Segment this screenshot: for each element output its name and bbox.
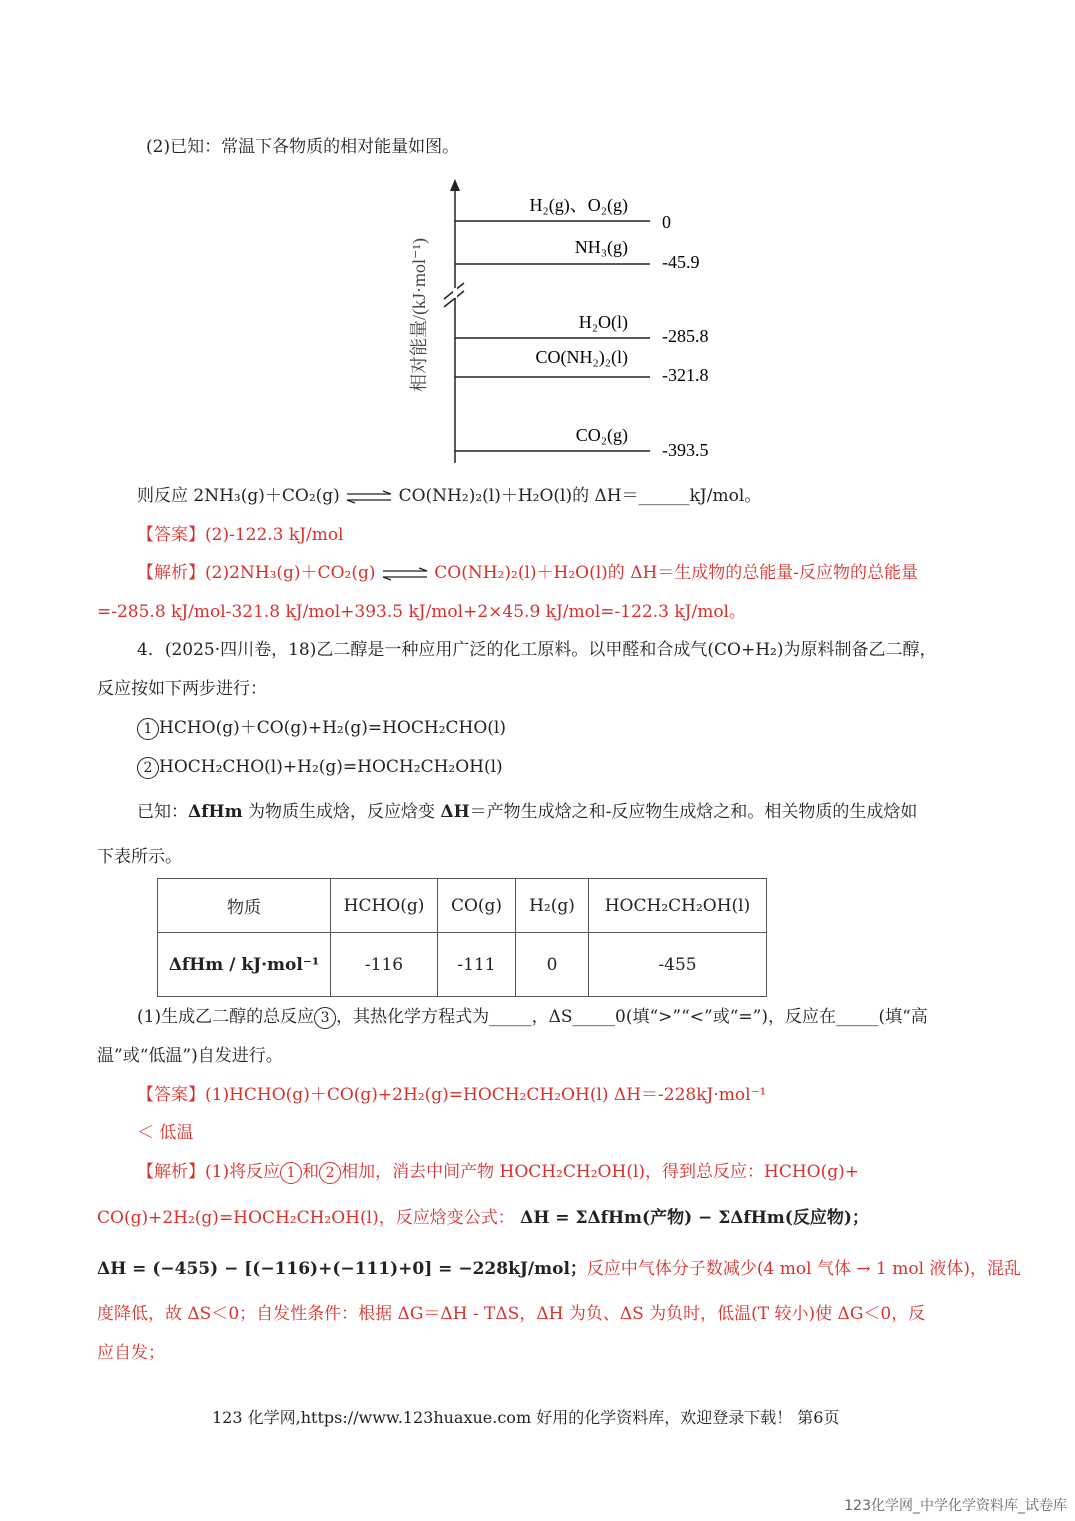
- q4-part1-suffix: ，其热化学方程式为_____，ΔS_____0(填“>”“<”或“=”)，反应在_____(填“高: [336, 1007, 928, 1027]
- q2-question-products: CO(NH₂)₂(l)＋H₂O(l)的 ΔH＝______kJ/mol。: [398, 486, 762, 506]
- q4-analysis-prefix: (1)将反应: [205, 1162, 281, 1182]
- table-cell: -111: [438, 933, 516, 997]
- formation-enthalpy-table: [157, 878, 767, 997]
- level-1: [455, 237, 700, 272]
- known-suffix: ＝产物生成焓之和-反应物生成焓之和。相关物质的生成焓如: [469, 802, 918, 822]
- table-header-cell: H₂(g): [516, 879, 589, 933]
- known-line2: 下表所示。: [97, 847, 182, 867]
- q4-analysis-and: 和: [302, 1162, 320, 1182]
- level-0: [455, 195, 671, 232]
- step-1-equation: HCHO(g)＋CO(g)+H₂(g)=HOCH₂CHO(l): [159, 718, 506, 738]
- q4-stem-line1: 4．(2025·四川卷，18)乙二醇是一种应用广泛的化工原料。以甲醛和合成气(CO+H₂)为原料制备乙二醇，: [137, 640, 937, 660]
- level-2: [455, 312, 709, 346]
- table-header-cell: CO(g): [438, 879, 516, 933]
- circled-number: 2: [137, 757, 159, 779]
- watermark: 123化学网_中学化学资料库_试卷库: [844, 1498, 1067, 1514]
- q4-part1: [137, 1005, 928, 1029]
- q2-analysis-line2: =-285.8 kJ/mol-321.8 kJ/mol+393.5 kJ/mol+2×45.9 kJ/mol=-122.3 kJ/mol。: [97, 602, 746, 622]
- level-value: -285.8: [662, 326, 709, 346]
- step-1: [137, 716, 506, 740]
- enthalpy-change-symbol: ΔH: [440, 802, 470, 822]
- q2-question-reactants: 则反应 2NH₃(g)＋CO₂(g): [137, 486, 340, 506]
- known-mid: 为物质生成焓，反应焓变: [242, 802, 441, 822]
- level-4: [455, 425, 709, 460]
- answer-label: 【答案】: [137, 1085, 205, 1105]
- circled-number: 1: [280, 1162, 302, 1184]
- table-cell: -455: [589, 933, 767, 997]
- y-axis-label: 相对能量/(kJ·mol⁻¹): [409, 238, 429, 392]
- q2-answer-text: (2)-122.3 kJ/mol: [205, 525, 344, 545]
- level-value: -393.5: [662, 440, 709, 460]
- level-species: NH₃(g): [574, 237, 628, 257]
- circled-number: 1: [137, 718, 159, 740]
- step-2: [137, 755, 503, 779]
- table-row-label: ΔfHm / kJ·mol⁻¹: [158, 933, 331, 997]
- level-value: -321.8: [662, 365, 709, 385]
- level-species: CO(NH₂)₂(l): [535, 347, 628, 367]
- table-cell: 0: [516, 933, 589, 997]
- enthalpy-calculation: ΔH = (−455) − [(−116)+(−111)+0] = −228kJ/mol；: [97, 1259, 587, 1279]
- enthalpy-formula: ΔH = ΣΔfHm(产物) − ΣΔfHm(反应物)；: [520, 1208, 869, 1228]
- page-footer: 123 化学网,https://www.123huaxue.com 好用的化学资料库，欢迎登录下载！ 第6页: [212, 1408, 840, 1427]
- q4-analysis-line5: 应自发；: [97, 1343, 165, 1363]
- q2-analysis-reactants: (2)2NH₃(g)＋CO₂(g): [205, 563, 376, 583]
- q2-question: [137, 484, 761, 508]
- equilibrium-arrow-icon: [381, 567, 429, 581]
- table-header-cell: HOCH₂CH₂OH(l): [589, 879, 767, 933]
- q4-answer-text: (1)HCHO(g)＋CO(g)+2H₂(g)=HOCH₂CH₂OH(l) ΔH＝-228kJ·mol⁻¹: [205, 1085, 767, 1105]
- table-header-row: [158, 879, 767, 933]
- q4-analysis-suffix: 相加，消去中间产物 HOCH₂CH₂OH(l)，得到总反应：HCHO(g)+: [341, 1162, 860, 1182]
- table-header-cell: 物质: [158, 879, 331, 933]
- level-value: -45.9: [662, 252, 700, 272]
- table-cell: -116: [331, 933, 438, 997]
- analysis-label: 【解析】: [137, 1162, 205, 1182]
- level-species: H₂O(l): [578, 312, 628, 332]
- table-header-cell: HCHO(g): [331, 879, 438, 933]
- circled-number: 2: [319, 1162, 341, 1184]
- q4-answer: [137, 1083, 766, 1107]
- q4-analysis-line2: [97, 1206, 869, 1230]
- q2-analysis: [137, 561, 918, 585]
- q4-analysis-line4: 度降低，故 ΔS＜0；自发性条件：根据 ΔG＝ΔH - TΔS，ΔH 为负、ΔS 为负时，低温(T 较小)使 ΔG＜0，反: [97, 1304, 926, 1324]
- q4-answer-line2: ＜ 低温: [137, 1123, 194, 1143]
- q4-stem-line2: 反应按如下两步进行：: [97, 679, 267, 699]
- known-prefix: 已知：: [137, 802, 188, 822]
- equilibrium-arrow-icon: [345, 490, 393, 504]
- table-row: [158, 933, 767, 997]
- answer-label: 【答案】: [137, 525, 205, 545]
- q2-analysis-products: CO(NH₂)₂(l)＋H₂O(l)的 ΔH＝生成物的总能量-反应物的总能量: [434, 563, 919, 583]
- energy-level-diagram: [395, 175, 735, 470]
- analysis-label: 【解析】: [137, 563, 205, 583]
- level-value: 0: [662, 212, 671, 232]
- q4-analysis-line3-text: 反应中气体分子数减少(4 mol 气体 → 1 mol 液体)，混乱: [586, 1259, 1022, 1279]
- q4-analysis-line3: [97, 1257, 1021, 1281]
- q2-intro: (2)已知：常温下各物质的相对能量如图。: [146, 137, 460, 157]
- step-2-equation: HOCH₂CHO(l)+H₂(g)=HOCH₂CH₂OH(l): [159, 757, 503, 777]
- level-species: CO₂(g): [575, 425, 628, 445]
- q4-part1-prefix: (1)生成乙二醇的总反应: [137, 1007, 315, 1027]
- level-species: H₂(g)、O₂(g): [529, 195, 628, 215]
- circled-number: 3: [314, 1007, 336, 1029]
- level-3: [455, 347, 709, 385]
- q4-analysis: [137, 1160, 859, 1184]
- formation-enthalpy-symbol: ΔfHm: [188, 802, 243, 822]
- q4-part1-line2: 温”或“低温”)自发进行。: [97, 1046, 283, 1066]
- known-line1: [137, 800, 917, 824]
- q4-analysis-line2-text: CO(g)+2H₂(g)=HOCH₂CH₂OH(l)，反应焓变公式：: [97, 1208, 515, 1228]
- q2-answer: [137, 523, 344, 547]
